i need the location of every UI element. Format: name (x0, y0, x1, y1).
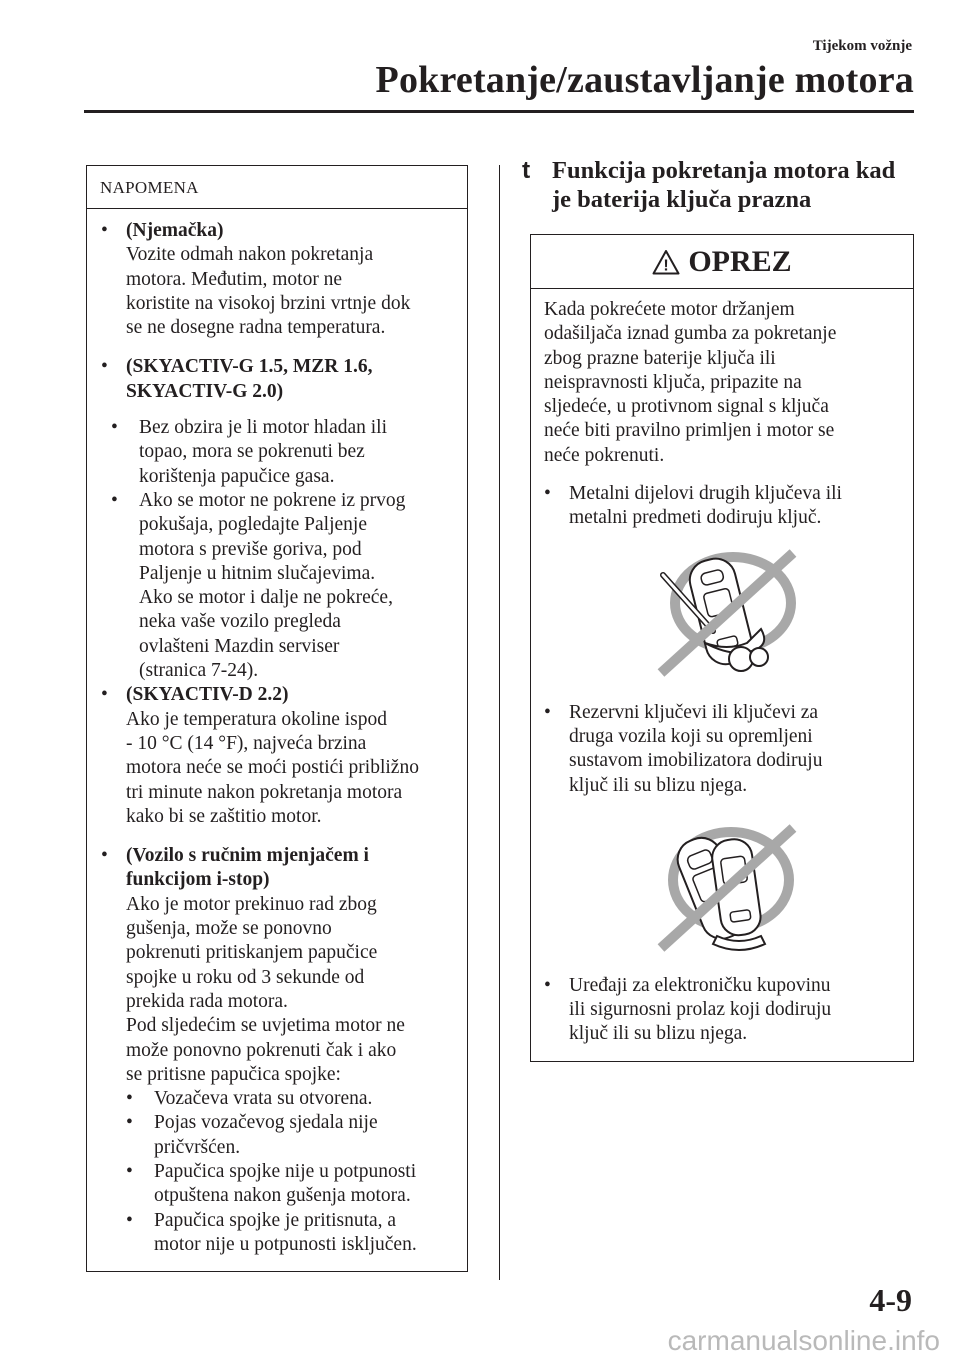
note-item-manual (101, 844, 457, 1257)
bullet-marker: • (101, 845, 108, 867)
bullet-marker: • (544, 701, 551, 723)
text-line: druga vozila koji su opremljeni (569, 725, 813, 747)
section-heading (522, 156, 922, 214)
note-subitem (126, 1111, 457, 1160)
text-line: ključ ili su blizu njega. (569, 1023, 748, 1045)
sub-bullet-marker: • (126, 1209, 133, 1231)
key-with-metal-objects-illustration (647, 547, 797, 687)
text-line: neispravnosti ključa, pripazite na (544, 371, 802, 393)
note-subitem (111, 489, 457, 683)
text-line: Ako se motor i dalje ne pokreće, (139, 587, 393, 609)
section-heading-line: je baterija ključa prazna (552, 186, 812, 213)
text-line: ovlašteni Mazdin serviser (139, 635, 340, 657)
bullet-marker: • (101, 356, 108, 378)
section-marker: t (522, 157, 531, 184)
text-line: kako bi se zaštitio motor. (126, 805, 322, 827)
text-line: motor nije u potpunosti isključen. (154, 1233, 417, 1255)
text-line: prekida rada motora. (126, 990, 288, 1012)
text-line: se pritisne papučica spojke: (126, 1063, 341, 1085)
header-rule (84, 110, 914, 113)
note-box (86, 165, 468, 1272)
text-line: pričvršćen. (154, 1136, 241, 1158)
caution-heading (531, 235, 913, 289)
text-line: Paljenje u hitnim slučajevima. (139, 562, 376, 584)
text-line: Bez obzira je li motor hladan ili (139, 417, 388, 439)
note-item-title: (Vozilo s ručnim mjenjačem i (126, 845, 369, 867)
caution-body (531, 289, 913, 1047)
watermark: carmanualsonline.info (667, 1325, 940, 1356)
note-subitem (126, 1209, 457, 1258)
note-item-title: (SKYACTIV-G 1.5, MZR 1.6, (126, 356, 373, 378)
note-item-title: SKYACTIV-G 2.0) (126, 380, 284, 402)
text-line: Uređaji za elektroničku kupovinu (569, 974, 831, 996)
text-line: neka vaše vozilo pregleda (139, 611, 341, 633)
text-line: motora neće se moći postići približno (126, 757, 419, 779)
page-number: 4-9 (869, 1282, 912, 1318)
text-line: Pod sljedećim se uvjetima motor ne (126, 1015, 405, 1037)
caution-box (530, 234, 914, 1062)
text-line: pokušaja, pogledajte Paljenje (139, 514, 367, 536)
caution-item (544, 701, 899, 798)
note-subitem (126, 1087, 457, 1111)
warning-glyph: ! (663, 257, 669, 274)
text-line: Papučica spojke nije u potpunosti (154, 1160, 417, 1182)
text-line: se ne dosegne radna temperatura. (126, 317, 386, 339)
caution-item (544, 974, 899, 1047)
text-line: korištenja papučice gasa. (139, 465, 335, 487)
key-with-spare-keys-illustration (647, 820, 797, 960)
text-line: ili sigurnosni prolaz koji dodiruju (569, 999, 832, 1021)
caution-item (544, 482, 899, 531)
bullet-marker: • (101, 220, 108, 241)
note-subitem (126, 1160, 457, 1209)
text-line: Metalni dijelovi drugih ključeva ili (569, 483, 842, 505)
note-item-germany (101, 219, 457, 340)
note-item-skyactiv-g (101, 355, 457, 404)
sub-bullet-marker: • (126, 1112, 133, 1134)
note-body (87, 209, 467, 1257)
text-line: pokrenuti pritiskanjem papučice (126, 942, 378, 964)
warning-triangle-icon (652, 249, 680, 275)
note-item-title: funkcijom i-stop) (126, 869, 270, 891)
note-heading: NAPOMENA (87, 166, 467, 209)
text-line: motora. Međutim, motor ne (126, 268, 343, 290)
note-item-skyactiv-d (101, 683, 457, 829)
text-line: Ako je temperatura okoline ispod (126, 708, 388, 730)
note-item-title: (SKYACTIV-D 2.2) (126, 684, 289, 706)
text-line: Ako se motor ne pokrene iz prvog (139, 489, 406, 511)
sub-bullet-marker: • (126, 1088, 133, 1110)
text-line: sljedeće, u protivnom signal s ključa (544, 396, 829, 418)
note-subitem (111, 416, 457, 489)
text-line: topao, mora se pokrenuti bez (139, 441, 365, 463)
text-line: neće biti pravilno primljen i motor se (544, 420, 835, 442)
text-line: Pojas vozačevog sjedala nije (154, 1112, 378, 1134)
text-line: spojke u roku od 3 sekunde od (126, 966, 365, 988)
text-line: može ponovno pokrenuti čak i ako (126, 1039, 397, 1061)
sub-bullet-marker: • (111, 417, 118, 439)
bullet-marker: • (101, 684, 108, 706)
text-line: motora s previše goriva, pod (139, 538, 362, 560)
page-title: Pokretanje/zaustavljanje motora (375, 59, 914, 101)
text-line: neće pokrenuti. (544, 444, 665, 466)
text-line: odašiljača iznad gumba za pokretanje (544, 323, 837, 345)
text-line: Rezervni ključevi ili ključevi za (569, 701, 819, 723)
section-heading-line: Funkcija pokretanja motora kad (552, 157, 896, 184)
text-line: Papučica spojke je pritisnuta, a (154, 1209, 397, 1231)
text-line: Vozačeva vrata su otvorena. (154, 1088, 373, 1110)
text-line: gušenja, može se ponovno (126, 918, 332, 940)
text-line: - 10 °C (14 °F), najveća brzina (126, 732, 367, 754)
text-line: koristite na visokoj brzini vrtnje dok (126, 292, 411, 314)
text-line: metalni predmeti dodiruju ključ. (569, 507, 822, 529)
text-line: otpuštena nakon gušenja motora. (154, 1185, 411, 1207)
note-item-title: (Njemačka) (126, 220, 224, 241)
text-line: Ako je motor prekinuo rad zbog (126, 893, 377, 915)
text-line: sustavom imobilizatora dodiruju (569, 750, 823, 772)
text-line: (stranica 7-24). (139, 660, 259, 682)
caution-heading-text: OPREZ (688, 244, 792, 278)
sub-bullet-marker: • (111, 489, 118, 511)
text-line: ključ ili su blizu njega. (569, 774, 748, 796)
text-line: tri minute nakon pokretanja motora (126, 781, 403, 803)
bullet-marker: • (544, 483, 551, 505)
sub-bullet-marker: • (126, 1160, 133, 1182)
text-line: zbog prazne baterije ključa ili (544, 347, 776, 369)
text-line: Kada pokrećete motor držanjem (544, 299, 795, 320)
text-line: Vozite odmah nakon pokretanja (126, 244, 374, 266)
column-divider (499, 165, 500, 1280)
section-name: Tijekom vožnje (812, 38, 912, 54)
bullet-marker: • (544, 974, 551, 996)
